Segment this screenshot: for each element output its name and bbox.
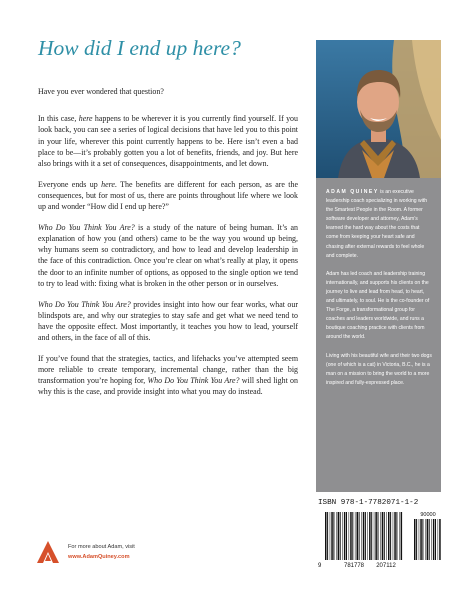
barcode-bar (429, 519, 430, 560)
book-title: Who Do You Think You Are? (38, 299, 131, 309)
text: is an executive leadership coach specializing in working with the Smartest People in the Room. A former software developer and attorney, Adam’s learned the hard way about the costs that come from keeping your heart safe and chasing after external rewards to feel whole and complete. (326, 189, 428, 259)
barcode-bar (433, 519, 435, 560)
emphasis: here (78, 114, 93, 124)
barcode-bar (388, 512, 390, 560)
barcode-bar (352, 512, 353, 560)
bio-paragraph: Adam has led coach and leadership training internationally, and supports his clients on the journey to live and lead from head, to heart, and ultimately, to soul. He is the co-founder of The Forge, a transformational group for coaches and leaders worldwide, and runs a boutique coaching practice with clients from around the world. (326, 270, 430, 341)
emphasis: here (101, 179, 115, 189)
book-title: Who Do You Think You Are? (147, 376, 240, 386)
barcode-bar (338, 512, 340, 560)
text: will shed light on why this is the case, and provide insight into what you may do instead. (38, 376, 298, 397)
text: happens to be wherever it is you currently find yourself. If you look back, you can see a series of logical decisions that have led you to this point in your life, wherever this point currently happens to be. Here isn’t even a bad place to be—it’s probably gotten you a lot of benefits, friends, and joy. But here also brings with it a set of consequences, disappointments, and let down. (38, 114, 298, 169)
barcode-bar (416, 519, 417, 560)
barcode-bar (380, 512, 381, 560)
book-title: Who Do You Think You Are? (38, 222, 135, 232)
bio-paragraph: Living with his beautiful wife and their two dogs (one of which is a cat) in Victoria, B.C., he is a man on a mission to bring the world to a more inspired and fully-expressed place. (326, 352, 432, 386)
text: If you’ve found that the strategies, tactics, and lifehacks you’ve attempted seem more reliable to create temporary, incremental change, rather than the big transformation you’re hoping for, (38, 353, 298, 386)
barcode-bar (355, 512, 356, 560)
barcode-bar (378, 512, 379, 560)
paragraph (38, 299, 298, 344)
barcode-bar (414, 519, 416, 560)
barcode-bar (435, 519, 436, 560)
barcode-bar (357, 512, 359, 560)
barcode-bar (340, 512, 341, 560)
text: . The benefits are different for each person, as are the consequences, but for most of us, there are points throughout life where we look up and wonder “How did I end up here?” (38, 179, 298, 212)
barcode-bar (327, 512, 328, 560)
barcode-bar (361, 512, 362, 560)
author-portrait-icon (316, 40, 441, 178)
footer-line: For more about Adam, visit (68, 544, 135, 550)
barcode-bar (438, 519, 439, 560)
text: is a study of the nature of being human. It’s an explanation of how you (and others) came to be the way you wound up being, why humans seem so contradictory, and how to lead and develop leadership in the face of this contradiction. Once you’re clear on what’s really at play, it opens the door to an infinite number of options, as opposed to the single option we tend to try to lead with: fixing what is broken in the other person or in ourselves. (38, 222, 298, 288)
barcode-bar (331, 512, 333, 560)
footer-url[interactable]: www.AdamQuiney.com (68, 554, 130, 560)
text: provides insight into how our fear works, what our blindspots are, and why our strategies to stay safe and get what we need tend to have the opposite effect. Most importantly, it teaches you how to lead, yourself and others, in the face of all of this. (38, 299, 298, 343)
barcode-bar (375, 512, 377, 560)
price-code: 90000 (420, 512, 436, 518)
publisher-logo (36, 540, 60, 569)
barcode-bar (344, 512, 346, 560)
text: Everyone ends up (38, 179, 102, 189)
barcode-digits: 207112 (376, 563, 396, 569)
author-name: ADAM QUINEY (326, 189, 379, 195)
barcode-digits: 781778 (343, 563, 365, 569)
barcode-bar (390, 512, 391, 560)
barcode-bar (427, 519, 429, 560)
author-sidebar (316, 40, 441, 492)
barcode-bar (431, 519, 432, 560)
barcode-bar (363, 512, 365, 560)
barcode-bar (439, 519, 441, 560)
isbn-barcode (316, 500, 441, 570)
barcode-bar (382, 512, 384, 560)
barcode-bar (350, 512, 352, 560)
bio-paragraph (326, 188, 432, 261)
author-bio (326, 188, 432, 397)
barcode-bar (401, 512, 403, 560)
paragraph (38, 353, 298, 398)
barcode-bar (325, 512, 327, 560)
barcode-bar (399, 512, 400, 560)
barcode-digit: 9 (318, 563, 322, 569)
paragraph (38, 113, 298, 169)
barcode-bar (349, 512, 350, 560)
barcode-bar (368, 512, 369, 560)
barcode-bar (333, 512, 334, 560)
barcode-bar (386, 512, 387, 560)
barcode-bar (359, 512, 360, 560)
logo-icon (36, 540, 60, 564)
barcode-bar (346, 512, 347, 560)
barcode-bar (369, 512, 371, 560)
text: In this case, (38, 114, 79, 124)
barcode-bar (420, 519, 422, 560)
barcode-bar (336, 512, 337, 560)
back-cover-copy (38, 86, 298, 407)
paragraph (38, 179, 298, 213)
barcode-graphic (316, 500, 441, 570)
barcode-bar (393, 512, 394, 560)
barcode-bar (422, 519, 423, 560)
barcode-bar (371, 512, 372, 560)
barcode-bar (384, 512, 385, 560)
barcode-bar (374, 512, 375, 560)
barcode-bar (425, 519, 426, 560)
paragraph (38, 222, 298, 289)
barcode-bar (365, 512, 366, 560)
barcode-bar (394, 512, 396, 560)
barcode-bar (330, 512, 331, 560)
barcode-bar (396, 512, 397, 560)
intro-question: Have you ever wondered that question? (38, 87, 164, 96)
author-photo (316, 40, 441, 178)
barcode-bar (419, 519, 420, 560)
headline: How did I end up here? (38, 36, 241, 60)
barcode-bar (342, 512, 343, 560)
footer-text (68, 542, 135, 562)
isbn-text: ISBN 978-1-7782071-1-2 (318, 499, 419, 507)
